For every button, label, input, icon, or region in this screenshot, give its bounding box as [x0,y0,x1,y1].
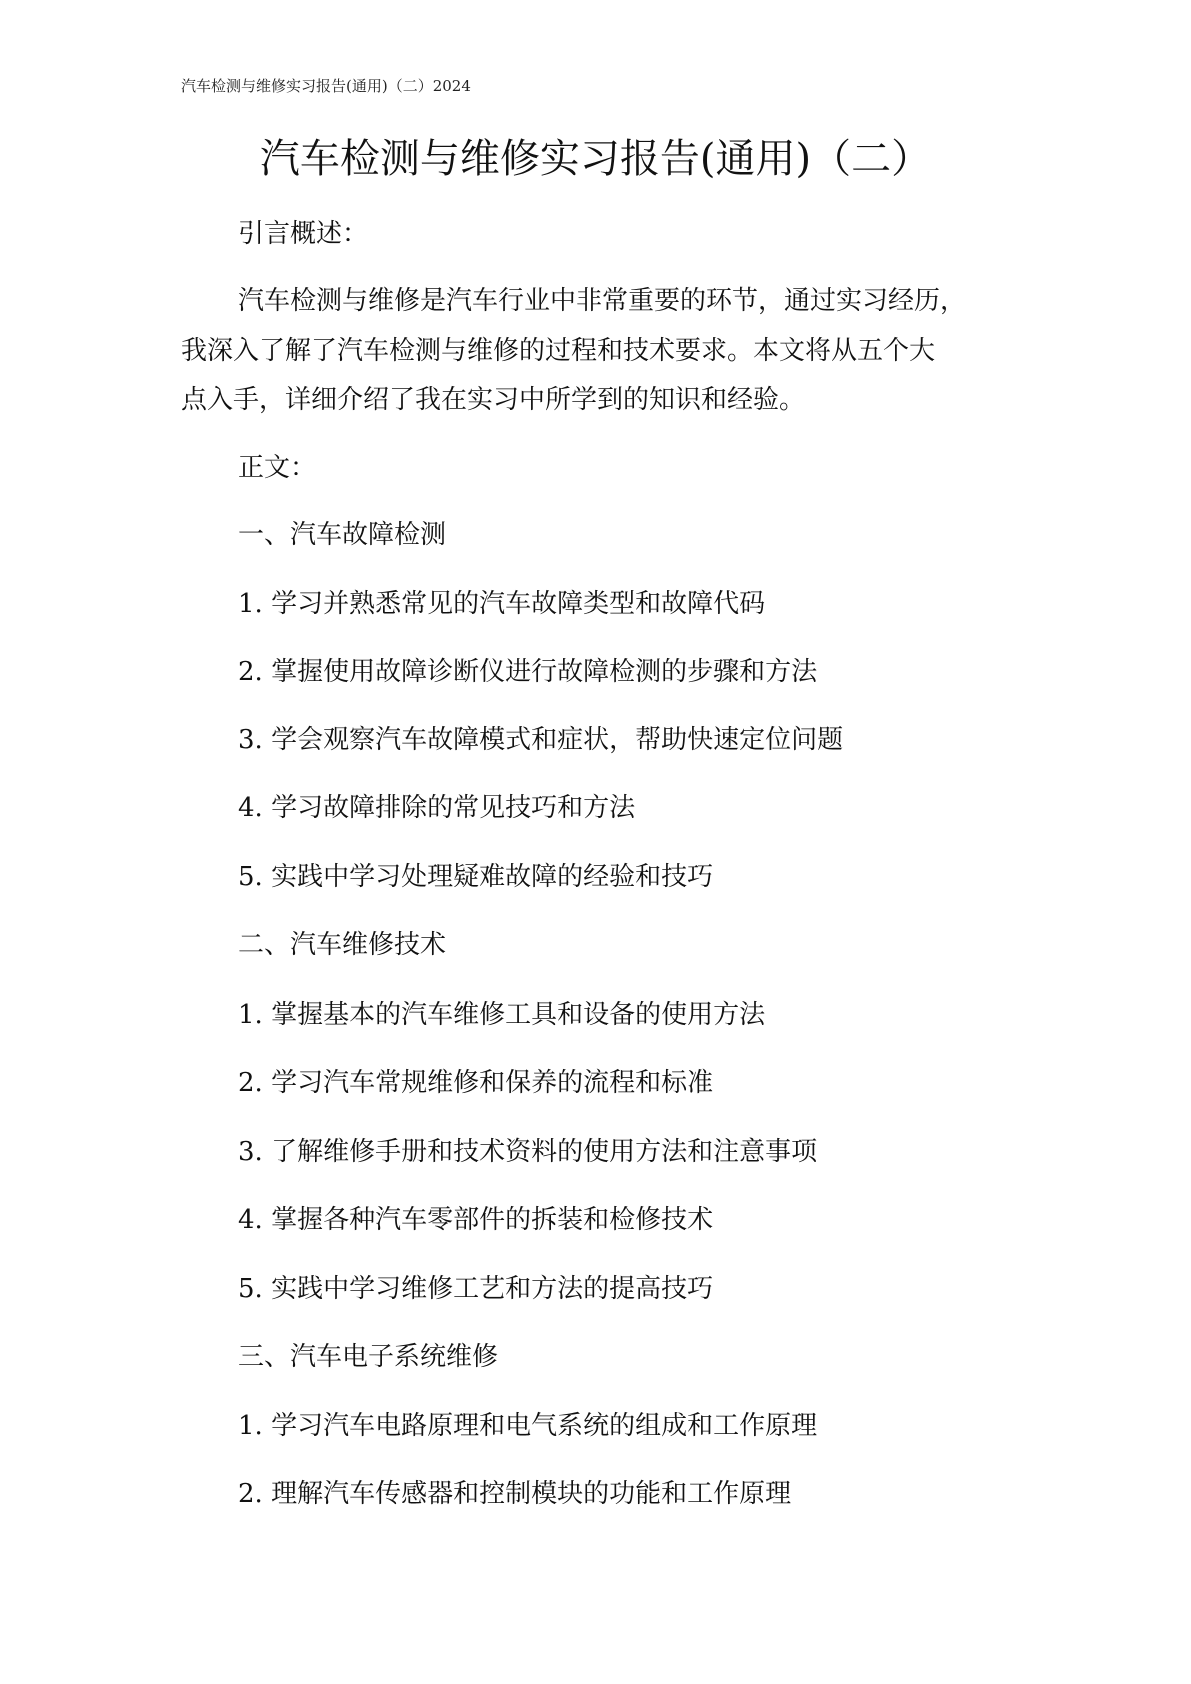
intro-paragraph-line-3: 点入手，详细介绍了我在实习中所学到的知识和经验。 [181,385,806,415]
list-item: 1. 学习汽车电路原理和电气系统的组成和工作原理 [238,1411,818,1441]
list-item: 4. 掌握各种汽车零部件的拆装和检修技术 [238,1205,714,1235]
list-item: 1. 掌握基本的汽车维修工具和设备的使用方法 [238,1000,766,1030]
section-heading: 一、汽车故障检测 [238,520,447,550]
intro-paragraph-line-1: 汽车检测与维修是汽车行业中非常重要的环节，通过实习经历， [238,286,967,316]
list-item: 2. 掌握使用故障诊断仪进行故障检测的步骤和方法 [238,657,818,687]
running-header: 汽车检测与维修实习报告(通用)（二）2024 [181,77,471,95]
document-title: 汽车检测与维修实习报告(通用)（二） [259,136,932,182]
list-item: 2. 理解汽车传感器和控制模块的功能和工作原理 [238,1479,792,1509]
list-item: 3. 了解维修手册和技术资料的使用方法和注意事项 [238,1137,818,1167]
list-item: 2. 学习汽车常规维修和保养的流程和标准 [238,1068,714,1098]
intro-heading: 引言概述： [238,219,369,249]
list-item: 3. 学会观察汽车故障模式和症状，帮助快速定位问题 [238,725,844,755]
intro-paragraph-line-2: 我深入了解了汽车检测与维修的过程和技术要求。本文将从五个大 [181,336,936,366]
list-item: 4. 学习故障排除的常见技巧和方法 [238,793,636,823]
list-item: 1. 学习并熟悉常见的汽车故障类型和故障代码 [238,589,766,619]
section-heading: 二、汽车维修技术 [238,930,447,960]
list-item: 5. 实践中学习处理疑难故障的经验和技巧 [238,862,714,892]
body-heading: 正文： [238,453,317,483]
section-heading: 三、汽车电子系统维修 [238,1342,499,1372]
list-item: 5. 实践中学习维修工艺和方法的提高技巧 [238,1274,714,1304]
